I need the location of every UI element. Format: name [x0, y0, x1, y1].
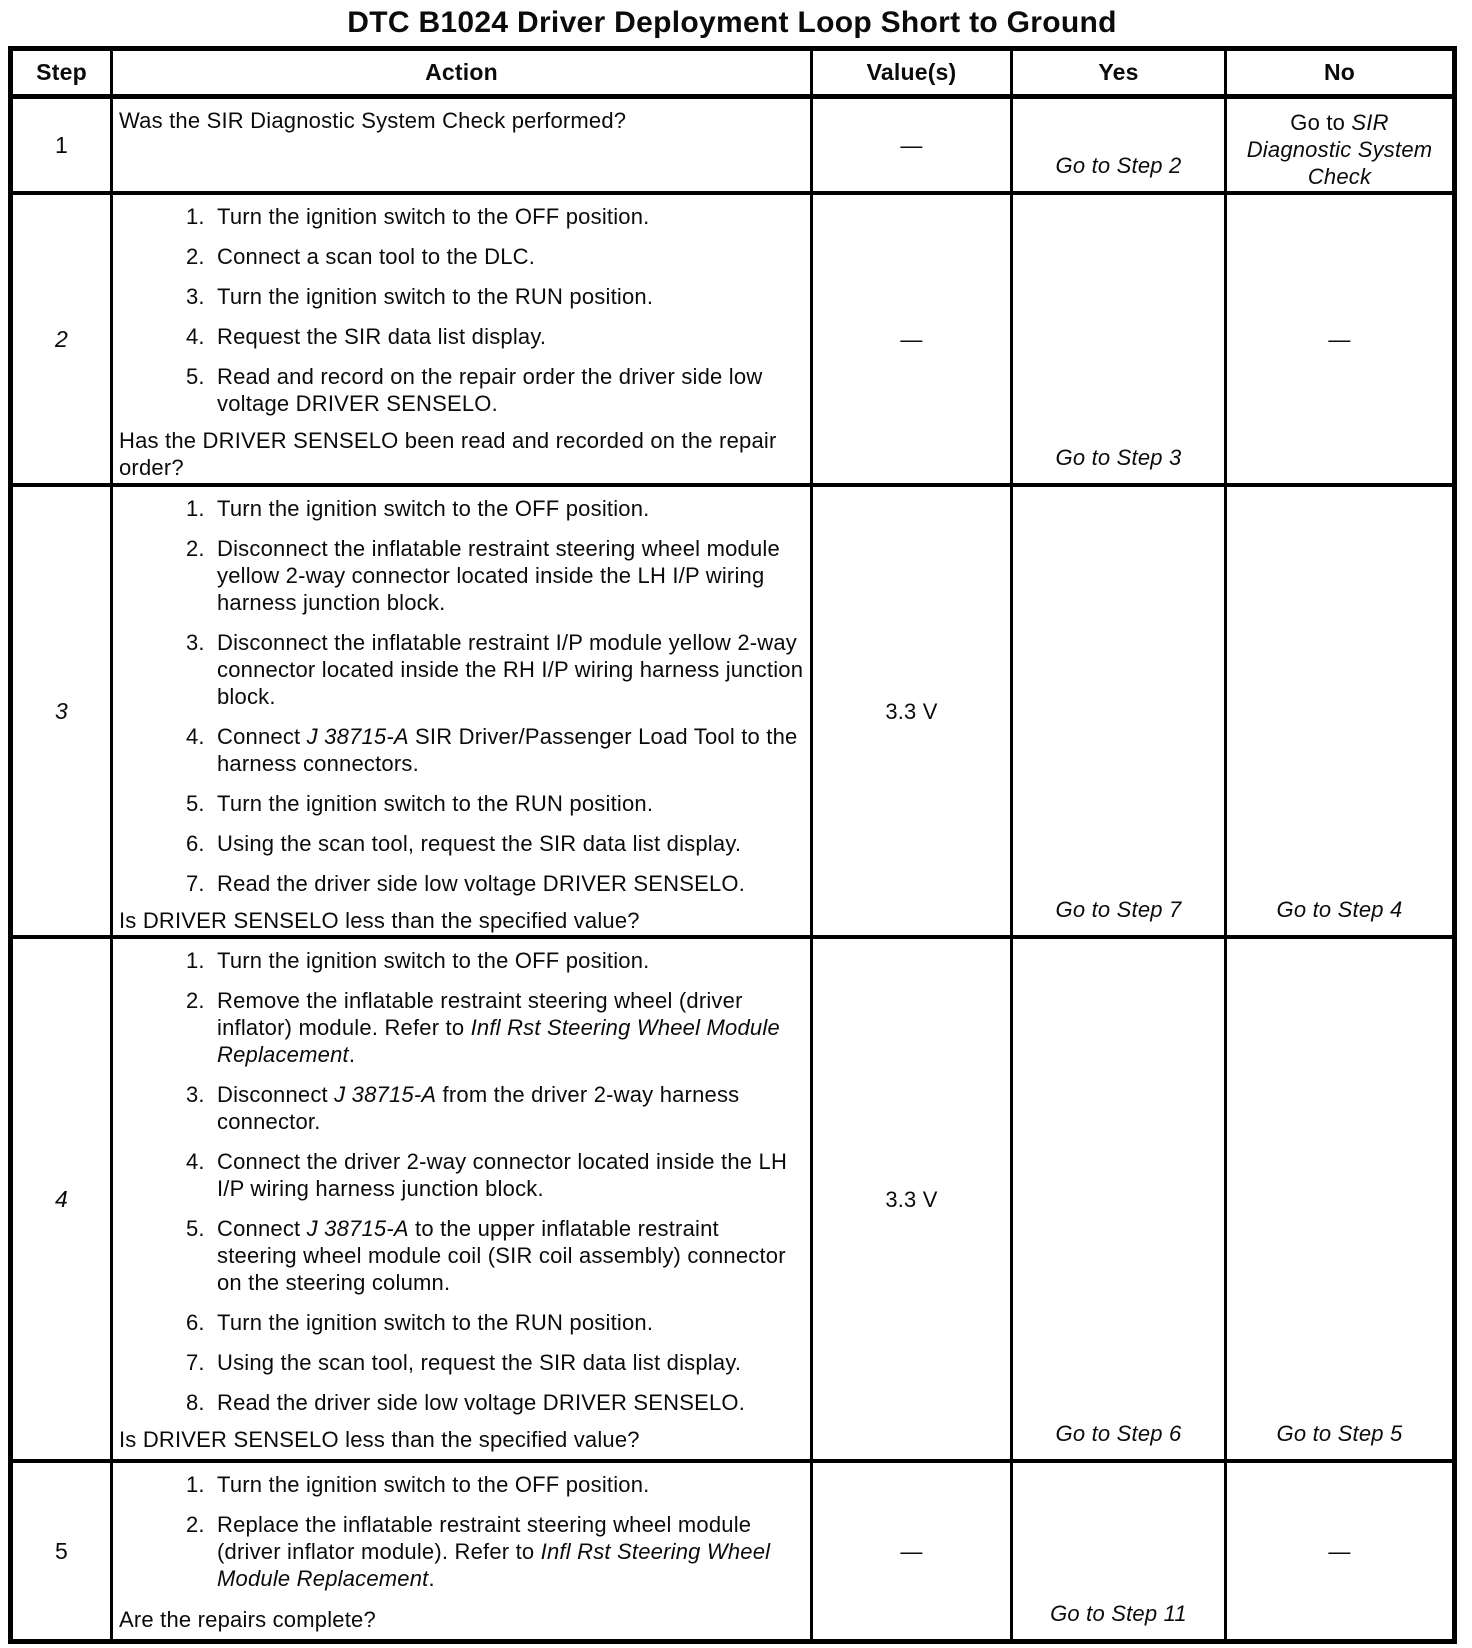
action-cell: [113, 99, 813, 195]
action-list: [119, 203, 804, 427]
diagnostic-table: [8, 46, 1457, 1644]
step-cell: 3: [13, 487, 113, 939]
value-cell: 3.3 V: [813, 487, 1013, 939]
action-item: 1. Turn the ignition switch to the OFF position.: [211, 495, 804, 522]
no-cell-text: Go to SIR Diagnostic System Check: [1246, 110, 1433, 189]
value-cell: —: [813, 1463, 1013, 1639]
action-item: 4. Request the SIR data list display.: [211, 323, 804, 350]
no-cell: —: [1328, 1538, 1351, 1564]
action-item: 5. Turn the ignition switch to the RUN position.: [211, 790, 804, 817]
action-question: Has the DRIVER SENSELO been read and recorded on the repair order?: [119, 428, 777, 480]
yes-cell: Go to Step 6: [1013, 939, 1227, 1463]
action-cell: [113, 1463, 813, 1639]
action-item: 1. Turn the ignition switch to the OFF position.: [211, 1471, 804, 1498]
action-list: [119, 947, 804, 1426]
action-item: 5. Connect J 38715-A to the upper inflatable restraint steering wheel module coil (SIR coil assembly) connector on the steering column.: [211, 1215, 804, 1296]
step-cell: 4: [13, 939, 113, 1463]
action-cell: [113, 939, 813, 1463]
action-item: 3. Disconnect the inflatable restraint I/P module yellow 2-way connector located inside the RH I/P wiring harness junction block.: [211, 629, 804, 710]
yes-cell: Go to Step 2: [1013, 99, 1227, 195]
action-question: Is DRIVER SENSELO less than the specified value?: [119, 908, 640, 933]
action-item: 1. Turn the ignition switch to the OFF position.: [211, 947, 804, 974]
action-item: 2. Replace the inflatable restraint steering wheel module (driver inflator module). Refer to Infl Rst Steering Wheel Module Replacement.: [211, 1511, 804, 1592]
action-item: 2. Remove the inflatable restraint steering wheel (driver inflator) module. Refer to Infl Rst Steering Wheel Module Replacement.: [211, 987, 804, 1068]
yes-cell: Go to Step 11: [1013, 1463, 1227, 1639]
action-item: 8. Read the driver side low voltage DRIVER SENSELO.: [211, 1389, 804, 1416]
column-header-value: Value(s): [813, 51, 1013, 99]
column-header-step: Step: [13, 51, 113, 99]
action-item: 4. Connect the driver 2-way connector located inside the LH I/P wiring harness junction block.: [211, 1148, 804, 1202]
action-item: 2. Disconnect the inflatable restraint steering wheel module yellow 2-way connector located inside the LH I/P wiring harness junction block.: [211, 535, 804, 616]
action-question: Was the SIR Diagnostic System Check performed?: [119, 108, 627, 133]
value-cell: —: [813, 195, 1013, 487]
action-item: 5. Read and record on the repair order the driver side low voltage DRIVER SENSELO.: [211, 363, 804, 417]
yes-cell: Go to Step 3: [1013, 195, 1227, 487]
action-list: [119, 1471, 804, 1602]
action-item: 6. Turn the ignition switch to the RUN position.: [211, 1309, 804, 1336]
column-header-no: No: [1227, 51, 1452, 99]
page-title: DTC B1024 Driver Deployment Loop Short to Ground: [347, 6, 1117, 39]
action-cell: [113, 487, 813, 939]
action-item: 7. Read the driver side low voltage DRIVER SENSELO.: [211, 870, 804, 897]
step-cell: 5: [13, 1463, 113, 1639]
action-item: 2. Connect a scan tool to the DLC.: [211, 243, 804, 270]
action-item: 7. Using the scan tool, request the SIR data list display.: [211, 1349, 804, 1376]
no-cell: Go to Step 5: [1227, 939, 1452, 1463]
value-cell: —: [813, 99, 1013, 195]
value-cell: 3.3 V: [813, 939, 1013, 1463]
step-cell: 2: [13, 195, 113, 487]
action-item: 6. Using the scan tool, request the SIR data list display.: [211, 830, 804, 857]
action-item: 3. Disconnect J 38715-A from the driver 2-way harness connector.: [211, 1081, 804, 1135]
action-item: 3. Turn the ignition switch to the RUN position.: [211, 283, 804, 310]
column-header-yes: Yes: [1013, 51, 1227, 99]
column-header-action: Action: [113, 51, 813, 99]
yes-cell: Go to Step 7: [1013, 487, 1227, 939]
step-cell: 1: [13, 99, 113, 195]
action-question: Are the repairs complete?: [119, 1607, 376, 1632]
action-cell: [113, 195, 813, 487]
action-item: 1. Turn the ignition switch to the OFF position.: [211, 203, 804, 230]
action-question: Is DRIVER SENSELO less than the specified value?: [119, 1427, 640, 1452]
no-cell: [1227, 99, 1452, 195]
action-list: [119, 495, 804, 907]
no-cell: Go to Step 4: [1227, 487, 1452, 939]
action-item: 4. Connect J 38715-A SIR Driver/Passenger Load Tool to the harness connectors.: [211, 723, 804, 777]
no-cell: —: [1227, 195, 1452, 487]
